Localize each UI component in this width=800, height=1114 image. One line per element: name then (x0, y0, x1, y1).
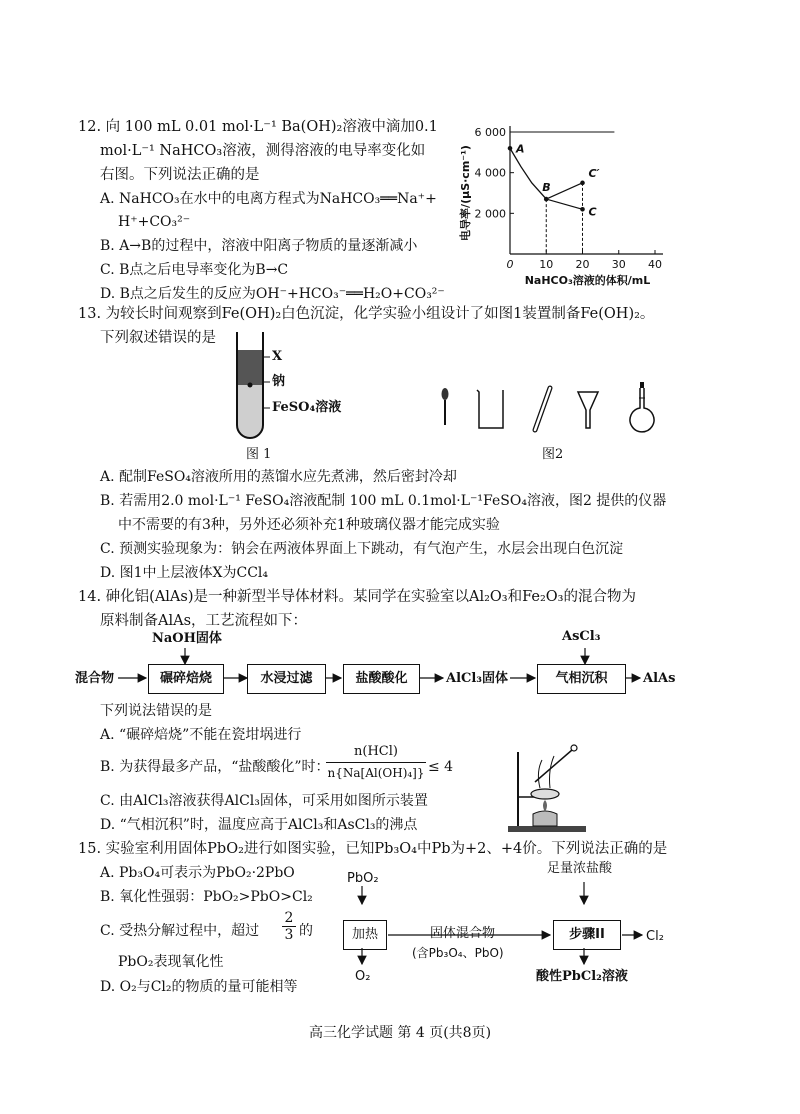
q13-option-a: A. 配制FeSO₄溶液所用的蒸馏水应先煮沸，然后密封冷却 (100, 469, 457, 485)
q15-diagram-arrows (340, 880, 680, 980)
q15-stem: 15. 实验室利用固体PbO₂进行如图实验，已知Pb₃O₄中Pb为+2、+4价。下列说法正确的是 (78, 841, 668, 857)
x-axis-label: NaHCO₃溶液的体积/mL (524, 274, 651, 287)
q15-option-b: B. 氧化性强弱：PbO₂>PbO>Cl₂ (100, 889, 313, 905)
glass-rod-icon (535, 388, 550, 430)
q13-option-c: C. 预测实验现象为：钠会在两液体界面上下跳动，有气泡产生，水层会出现白色沉淀 (100, 541, 624, 557)
diagram-product: 酸性PbCl₂溶液 (536, 969, 628, 984)
label-sodium: 钠 (272, 374, 286, 389)
page-footer: 高三化学试题 第 4 页(共8页) (308, 1025, 492, 1041)
fraction-numerator: 2 (282, 910, 296, 927)
q13-option-b-cont: 中不需要的有3种，另外还必须补充1种玻璃仪器才能完成实验 (118, 517, 500, 533)
flame-icon (543, 800, 547, 812)
point-A (508, 146, 513, 151)
q14-fraction (326, 744, 426, 781)
flow-step-grind-roast: 碾碎焙烧 (148, 664, 224, 694)
diagram-step2-box: 步骤II (553, 920, 621, 950)
point-label: C (588, 205, 597, 219)
beaker-icon (477, 390, 503, 428)
q12-option-c: C. B点之后电导率变化为B→C (100, 262, 289, 278)
dropper-icon (442, 388, 449, 425)
stand-base (508, 826, 586, 832)
diagram-hcl: 足量浓盐酸 (547, 861, 613, 876)
q13-option-d: D. 图1中上层液体X为CCl₄ (100, 565, 269, 581)
x-tick-label: 10 (539, 258, 554, 271)
lamp-body (533, 811, 557, 826)
fraction-denominator: 3 (284, 927, 294, 943)
flow-alcl3-solid: AlCl₃固体 (446, 671, 509, 686)
volumetric-flask-icon (630, 382, 654, 432)
q12-option-d: D. B点之后发生的反应为OH⁻+HCO₃⁻══H₂O+CO₃²⁻ (100, 286, 445, 302)
flow-start: 混合物 (75, 671, 115, 686)
q15-option-c-end: 的 (299, 923, 313, 939)
x-tick-label: 0 (506, 258, 514, 271)
diagram-pbo2: PbO₂ (347, 871, 379, 886)
point-label: A (516, 142, 525, 156)
series-line-0 (546, 183, 582, 199)
diagram-solid: 固体混合物 (430, 926, 496, 941)
q14-option-c: C. 由AlCl₃溶液获得AlCl₃固体，可采用如图所示装置 (100, 793, 428, 809)
point-B (544, 197, 549, 202)
figure2-caption: 图2 (542, 447, 564, 462)
q13-stem-2: 下列叙述错误的是 (100, 330, 216, 346)
heating-apparatus (500, 742, 600, 837)
evaporating-dish (531, 789, 559, 799)
curve-a-to-b (510, 148, 546, 199)
point-C′ (580, 181, 585, 186)
diagram-solid-sub: (含Pb₃O₄、PbO) (412, 946, 504, 960)
q13-option-b: B. 若需用2.0 mol·L⁻¹ FeSO₄溶液配制 100 mL 0.1mol·L⁻¹FeSO₄溶液，图2 提供的仪器 (100, 493, 667, 509)
flow-step-leach-filter: 水浸过滤 (247, 664, 326, 694)
x-tick-label: 30 (611, 258, 626, 271)
x-tick-label: 20 (575, 258, 590, 271)
flow-step-acidify: 盐酸酸化 (343, 664, 420, 694)
flow-step-vapor-deposition: 气相沉积 (537, 664, 626, 694)
flow-ascl3-label: AsCl₃ (562, 629, 601, 644)
figure1-caption: 图 1 (246, 447, 272, 462)
point-C (580, 207, 585, 212)
tube-bottom-layer (237, 385, 263, 438)
q12-stem-2: mol·L⁻¹ NaHCO₃溶液，测得溶液的电导率变化如 (100, 143, 426, 159)
flow-naoh-label: NaOH固体 (152, 631, 222, 646)
series-line-1 (546, 199, 582, 209)
label-feso4: FeSO₄溶液 (272, 400, 342, 415)
glass-rod (535, 750, 572, 782)
tube-top-layer (237, 350, 263, 385)
q15-option-c-cont: PbO₂表现氧化性 (118, 954, 224, 970)
q14-option-b-leq: ≤ 4 (428, 759, 454, 775)
q12-option-a: A. NaHCO₃在水中的电离方程式为NaHCO₃══Na⁺+ (100, 191, 437, 207)
y-tick-label: 6 000 (474, 126, 506, 139)
x-tick-label: 40 (648, 258, 662, 271)
funnel-icon (578, 392, 598, 428)
q14-stem-2: 原料制备AlAs，工艺流程如下： (100, 613, 308, 629)
y-tick-label: 4 000 (474, 166, 506, 180)
label-x: X (272, 349, 283, 364)
figure2-apparatus (435, 380, 675, 435)
diagram-cl2: Cl₂ (646, 929, 664, 944)
q14-option-b: B. 为获得最多产品，“盐酸酸化”时： (100, 759, 330, 775)
q12-option-a-cont: H⁺+CO₃²⁻ (118, 214, 191, 230)
fraction-numerator: n(HCl) (326, 744, 426, 763)
q13-stem-1: 13. 为较长时间观察到Fe(OH)₂白色沉淀，化学实验小组设计了如图1装置制备Fe(OH)₂。 (78, 306, 655, 322)
q15-option-d: D. O₂与Cl₂的物质的量可能相等 (100, 979, 298, 995)
q12-stem-3: 右图。下列说法正确的是 (100, 167, 260, 183)
flow-end: AlAs (643, 671, 676, 686)
q14-option-a: A. “碾碎焙烧”不能在瓷坩埚进行 (100, 727, 302, 743)
q14-stem-1: 14. 砷化铝(AlAs)是一种新型半导体材料。某同学在实验室以Al₂O₃和Fe₂O₃的混合物为 (78, 589, 636, 605)
q12-stem-1: 12. 向 100 mL 0.01 mol·L⁻¹ Ba(OH)₂溶液中滴加0.1 (78, 119, 438, 135)
y-axis-label: 电导率/(μS·cm⁻¹) (459, 145, 472, 241)
q15-option-c: C. 受热分解过程中，超过 (100, 923, 260, 939)
q15-fraction (282, 910, 296, 943)
fraction-denominator: n{Na[Al(OH)₄]} (327, 766, 425, 780)
sodium-dot (248, 383, 253, 388)
y-tick-label: 2 000 (474, 207, 506, 221)
conductivity-chart (455, 118, 675, 288)
q15-option-a: A. Pb₃O₄可表示为PbO₂·2PbO (100, 865, 295, 881)
point-label: B (542, 181, 551, 195)
point-label: C′ (588, 166, 600, 180)
q12-option-b: B. A→B的过程中，溶液中阳离子物质的量逐渐减小 (100, 238, 418, 254)
diagram-heat-box: 加热 (343, 920, 387, 950)
q14-option-d: D. “气相沉积”时，温度应高于AlCl₃和AsCl₃的沸点 (100, 817, 418, 833)
q14-intro: 下列说法错误的是 (100, 703, 212, 719)
diagram-o2: O₂ (355, 969, 371, 984)
